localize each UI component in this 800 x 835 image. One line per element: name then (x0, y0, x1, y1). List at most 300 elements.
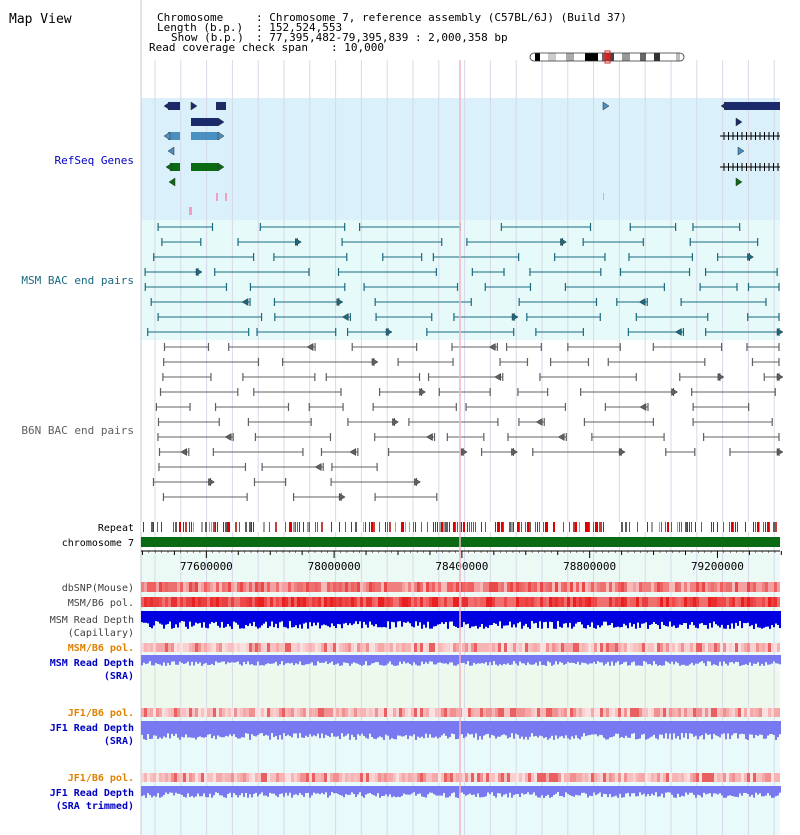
jf1-depth-trim-bar (495, 786, 497, 798)
dbsnp-cell (573, 582, 576, 592)
repeat-element (547, 522, 548, 532)
msm-pol-sra-cell (687, 643, 690, 652)
jf1-depth-trim-bar (569, 786, 571, 795)
dbsnp-cell (585, 582, 588, 592)
jf1-depth-sra-bar (211, 721, 213, 738)
jf1-depth-trim-bar (357, 786, 359, 794)
repeat-element (687, 522, 688, 532)
jf1-depth-trim-bar (537, 786, 539, 797)
jf1-depth-trim-bar (575, 786, 577, 795)
jf1-depth-sra-bar (487, 721, 489, 734)
dbsnp-cell (222, 582, 225, 592)
jf1-depth-sra-bar (693, 721, 695, 737)
jf1-depth-sra-bar (367, 721, 369, 739)
jf1-depth-sra-bar (339, 721, 341, 739)
jf1-depth-sra-bar (285, 721, 287, 736)
jf1-depth-trim-bar (659, 786, 661, 796)
msm-depth-sra-bar (617, 655, 619, 661)
repeat-element (365, 522, 366, 532)
msm-depth-sra-bar (399, 655, 401, 662)
jf1-pol-cell (633, 708, 636, 717)
msm-pol-cell (201, 597, 204, 607)
dbsnp-cell (561, 582, 564, 592)
jf1-pol-trim-cell (360, 773, 363, 782)
msm-depth-capillary-bar (301, 611, 303, 629)
jf1-depth-sra-bar (599, 721, 601, 735)
msm-pol-sra-cell (516, 643, 519, 652)
msm-pol-sra-cell (348, 643, 351, 652)
jf1-pol-cell (255, 708, 258, 717)
jf1-pol-cell (525, 708, 528, 717)
jf1-pol-trim-cell (150, 773, 153, 782)
msm-depth-sra-bar (637, 655, 639, 665)
jf1-depth-trim-bar (395, 786, 397, 797)
msm-pol-sra-cell (435, 643, 438, 652)
jf1-depth-sra-bar (579, 721, 581, 740)
msm-pol-sra-cell (477, 643, 480, 652)
msm-depth-sra-bar (251, 655, 253, 664)
jf1-depth-trim-bar (525, 786, 527, 794)
jf1-pol-trim-cell (495, 773, 498, 782)
msm-depth-capillary-bar (711, 611, 713, 628)
jf1-pol-cell (405, 708, 408, 717)
dbsnp-cell (234, 582, 237, 592)
dbsnp-cell (186, 582, 189, 592)
jf1-pol-cell (654, 708, 657, 717)
jf1-depth-trim-bar (545, 786, 547, 796)
jf1-depth-trim-bar (595, 786, 597, 795)
msm-depth-sra-bar (233, 655, 235, 663)
repeat-element (455, 522, 456, 532)
msm-depth-capillary-bar (667, 611, 669, 627)
msm-pol-sra-cell (525, 643, 528, 652)
jf1-depth-sra-bar (501, 721, 503, 735)
msm-depth-sra-bar (643, 655, 645, 661)
dbsnp-cell (633, 582, 636, 592)
msm-depth-capillary-bar (523, 611, 525, 626)
jf1-pol-trim-cell (609, 773, 612, 782)
jf1-depth-trim-bar (207, 786, 209, 797)
msm-pol-sra-cell (666, 643, 669, 652)
jf1-depth-sra-bar (621, 721, 623, 737)
msm-pol-cell (297, 597, 300, 607)
jf1-depth-trim-bar (259, 786, 261, 794)
msm-pol-cell (192, 597, 195, 607)
jf1-depth-trim-bar (399, 786, 401, 797)
msm-pol-cell (426, 597, 429, 607)
jf1-depth-sra-bar (423, 721, 425, 738)
jf1-pol-cell (456, 708, 459, 717)
dbsnp-cell (204, 582, 207, 592)
jf1-depth-trim-bar (277, 786, 279, 797)
jf1-depth-sra-bar (209, 721, 211, 734)
jf1-pol-trim-cell (672, 773, 675, 782)
msm-pol-sra-cell (735, 643, 738, 652)
msm-depth-sra-bar (353, 655, 355, 662)
msm-pol-cell (228, 597, 231, 607)
repeat-element (589, 522, 590, 532)
jf1-depth-trim-bar (501, 786, 503, 797)
jf1-depth-sra-bar (359, 721, 361, 736)
msm-depth-sra-bar (771, 655, 773, 664)
jf1-pol-cell (309, 708, 312, 717)
msm-depth-sra-bar (161, 655, 163, 666)
jf1-pol-cell (300, 708, 303, 717)
msm-pol-cell (585, 597, 588, 607)
msm-depth-sra-bar (175, 655, 177, 665)
repeat-element (285, 522, 286, 532)
jf1-depth-trim-bar (141, 786, 143, 796)
jf1-pol-cell (198, 708, 201, 717)
jf1-depth-sra-bar (335, 721, 337, 737)
jf1-pol-trim-cell (222, 773, 225, 782)
msm-depth-capillary-bar (603, 611, 605, 622)
dbsnp-cell (660, 582, 663, 592)
msm-pol-sra-cell (681, 643, 684, 652)
msm-pol-sra-cell (249, 643, 252, 652)
ideogram-band (654, 53, 660, 61)
jf1-pol-trim-cell (144, 773, 147, 782)
msm-depth-sra-bar (341, 655, 343, 665)
jf1-pol-cell (210, 708, 213, 717)
msm-depth-sra-bar (707, 655, 709, 661)
msm-pol-cell (249, 597, 252, 607)
msm-depth-capillary-bar (375, 611, 377, 624)
jf1-depth-sra-bar (435, 721, 437, 737)
jf1-pol-trim-cell (282, 773, 285, 782)
msm-depth-sra-bar (347, 655, 349, 663)
jf1-depth-trim-bar (341, 786, 343, 796)
msm-pol-sra-cell (645, 643, 648, 652)
msm-depth-sra-bar (303, 655, 305, 665)
msm-depth-sra-bar (517, 655, 519, 666)
jf1-depth-sra-bar (777, 721, 779, 737)
msm-depth-capillary-bar (563, 611, 565, 624)
jf1-depth-sra-bar (759, 721, 761, 735)
msm-pol-cell (381, 597, 384, 607)
chromosome-ideogram[interactable] (530, 51, 684, 63)
msm-pol-sra-cell (432, 643, 435, 652)
jf1-pol-cell (327, 708, 330, 717)
msm-depth-sra-bar (357, 655, 359, 664)
jf1-depth-trim-bar (239, 786, 241, 795)
jf1-depth-trim-bar (739, 786, 741, 793)
msm-depth-capillary-bar (507, 611, 509, 625)
jf1-pol-trim-cell (348, 773, 351, 782)
jf1-depth-trim-bar (483, 786, 485, 797)
msm-depth-capillary-bar (293, 611, 295, 627)
msm-depth-capillary-bar (643, 611, 645, 623)
repeat-element (769, 522, 770, 532)
msm-depth-capillary-bar (363, 611, 365, 622)
msm-depth-capillary-bar (409, 611, 411, 623)
msm-pol-cell (336, 597, 339, 607)
jf1-depth-sra-bar (265, 721, 267, 735)
ideogram-band (606, 53, 610, 61)
msm-depth-sra-bar (569, 655, 571, 663)
msm-depth-sra-bar (725, 655, 727, 664)
msm-depth-capillary-bar (297, 611, 299, 628)
msm-pol-cell (522, 597, 525, 607)
repeat-element (513, 522, 514, 532)
msm-depth-capillary-bar (689, 611, 691, 625)
msm-pol-cell (705, 597, 708, 607)
jf1-depth-sra-bar (755, 721, 757, 735)
repeat-element (471, 522, 472, 532)
msm-pol-sra-cell (768, 643, 771, 652)
msm-depth-capillary-bar (755, 611, 757, 624)
jf1-pol-cell (564, 708, 567, 717)
repeat-element (299, 522, 300, 532)
msm-depth-capillary-bar (159, 611, 161, 624)
jf1-depth-sra-bar (469, 721, 471, 734)
msm-pol-cell (504, 597, 507, 607)
repeat-element (409, 522, 410, 532)
msm-depth-sra-bar (767, 655, 769, 665)
msm-depth-capillary-bar (547, 611, 549, 628)
repeat-element (625, 522, 627, 532)
msm-depth-capillary-bar (391, 611, 393, 622)
msm-pol-cell (519, 597, 522, 607)
ideogram-band (548, 53, 556, 61)
jf1-depth-trim-bar (699, 786, 701, 795)
msm-pol-sra-cell (606, 643, 609, 652)
dbsnp-cell (342, 582, 345, 592)
jf1-pol-trim-cell (594, 773, 597, 782)
msm-depth-sra-bar (157, 655, 159, 664)
msm-pol-cell (507, 597, 510, 607)
jf1-depth-sra-bar (149, 721, 151, 739)
msm-depth-sra-bar (757, 655, 759, 662)
msm-pol-cell (357, 597, 360, 607)
msm-pol-cell (483, 597, 486, 607)
repeat-element (387, 522, 388, 532)
jf1-depth-sra-bar (655, 721, 657, 738)
jf1-pol-trim-cell (564, 773, 567, 782)
msm-pol-sra-cell (534, 643, 537, 652)
dbsnp-cell (543, 582, 546, 592)
jf1-pol-trim-cell (405, 773, 408, 782)
msm-pol-sra-cell (168, 643, 171, 652)
jf1-depth-trim-bar (741, 786, 743, 796)
jf1-depth-trim-bar (165, 786, 167, 793)
msm-depth-sra-bar (465, 655, 467, 664)
msm-pol-cell (735, 597, 738, 607)
jf1-pol-cell (306, 708, 309, 717)
dbsnp-cell (162, 582, 165, 592)
jf1-depth-sra-bar (325, 721, 327, 735)
repeat-element (205, 522, 207, 532)
msm-depth-sra-bar (521, 655, 523, 663)
msm-pol-cell (177, 597, 180, 607)
jf1-depth-sra-bar (609, 721, 611, 737)
jf1-pol-cell (612, 708, 615, 717)
msm-pol-cell (174, 597, 177, 607)
msm-depth-sra-bar (555, 655, 557, 661)
jf1-pol-trim-cell (627, 773, 630, 782)
dbsnp-cell (489, 582, 492, 592)
msm-pol-sra-cell (333, 643, 336, 652)
msm-pol-sra-cell (447, 643, 450, 652)
jf1-pol-trim-cell (504, 773, 507, 782)
jf1-depth-trim-bar (655, 786, 657, 792)
msm-depth-capillary-bar (181, 611, 183, 621)
msm-depth-sra-bar (247, 655, 249, 661)
msm-depth-capillary-bar (517, 611, 519, 623)
jf1-depth-sra-bar (557, 721, 559, 739)
msm-depth-sra-bar (545, 655, 547, 666)
msm-depth-sra-bar (485, 655, 487, 662)
jf1-depth-trim-bar (375, 786, 377, 796)
jf1-depth-trim-bar (493, 786, 495, 796)
repeat-element (369, 522, 370, 532)
msm-depth-capillary-bar (387, 611, 389, 621)
repeat-element (593, 522, 594, 532)
msm-pol-sra-cell (747, 643, 750, 652)
jf1-pol-trim-cell (324, 773, 327, 782)
jf1-pol-cell (576, 708, 579, 717)
jf1-pol-cell (534, 708, 537, 717)
repeat-element (563, 522, 564, 532)
jf1-pol-cell (624, 708, 627, 717)
ideogram-band (540, 53, 548, 61)
jf1-pol-cell (204, 708, 207, 717)
msm-depth-sra-bar (471, 655, 473, 666)
jf1-pol-cell (768, 708, 771, 717)
jf1-pol-cell (711, 708, 714, 717)
msm-pol-cell (756, 597, 759, 607)
jf1-depth-trim-bar (347, 786, 349, 795)
jf1-depth-trim-bar (577, 786, 579, 795)
jf1-depth-sra-bar (763, 721, 765, 739)
jf1-depth-trim-bar (641, 786, 643, 795)
msm-depth-capillary-bar (619, 611, 621, 627)
msm-depth-sra-bar (265, 655, 267, 664)
msm-depth-capillary-bar (493, 611, 495, 623)
jf1-depth-sra-bar (191, 721, 193, 738)
dbsnp-cell (696, 582, 699, 592)
msm-pol-cell (738, 597, 741, 607)
repeat-element (695, 522, 696, 532)
jf1-pol-trim-cell (219, 773, 222, 782)
axis-tick-label: 78800000 (563, 560, 617, 573)
jf1-pol-trim-cell (579, 773, 582, 782)
jf1-depth-trim-bar (649, 786, 651, 796)
msm-pol-cell (429, 597, 432, 607)
msm-depth-capillary-bar (503, 611, 505, 626)
dbsnp-cell (315, 582, 318, 592)
jf1-pol-cell (294, 708, 297, 717)
jf1-depth-trim-bar (363, 786, 365, 798)
jf1-depth-trim-bar (609, 786, 611, 794)
jf1-depth-sra-bar (517, 721, 519, 735)
jf1-depth-sra-label-2: (SRA) (103, 736, 134, 747)
msm-pol-cell (525, 597, 528, 607)
msm-pol-sra-cell (468, 643, 471, 652)
jf1-depth-sra-bar (287, 721, 289, 735)
dbsnp-cell (189, 582, 192, 592)
dbsnp-cell (720, 582, 723, 592)
dbsnp-cell (555, 582, 558, 592)
msm-pol-sra-cell (357, 643, 360, 652)
msm-depth-sra-bar (629, 655, 631, 665)
jf1-pol-trim-cell (156, 773, 159, 782)
jf1-depth-trim-bar (325, 786, 327, 792)
msm-depth-capillary-bar (355, 611, 357, 621)
jf1-depth-trim-bar (719, 786, 721, 793)
dbsnp-cell (516, 582, 519, 592)
jf1-pol-cell (483, 708, 486, 717)
msm-depth-capillary-bar (225, 611, 227, 627)
msm-depth-sra-bar (409, 655, 411, 664)
msm-pol-sra-cell (708, 643, 711, 652)
msm-pol-sra-cell (729, 643, 732, 652)
msm-depth-capillary-bar (713, 611, 715, 622)
msm-depth-sra-bar (397, 655, 399, 665)
repeat-element (481, 522, 482, 532)
msm-bac-label: MSM BAC end pairs (21, 274, 134, 287)
dbsnp-cell (756, 582, 759, 592)
msm-pol-sra-cell (564, 643, 567, 652)
jf1-depth-trim-bar (469, 786, 471, 794)
jf1-pol-cell (666, 708, 669, 717)
msm-depth-capillary-bar (273, 611, 275, 627)
jf1-depth-sra-bar (539, 721, 541, 736)
msm-pol-cell (531, 597, 534, 607)
jf1-depth-trim-bar (579, 786, 581, 796)
jf1-depth-trim-bar (763, 786, 765, 796)
jf1-depth-trim-bar (527, 786, 529, 792)
msm-depth-sra-bar (763, 655, 765, 666)
jf1-pol-trim-cell (543, 773, 546, 782)
msm-pol-cell (732, 597, 735, 607)
jf1-depth-trim-bar (241, 786, 243, 793)
jf1-depth-sra-bar (705, 721, 707, 733)
msm-pol-sra-cell (192, 643, 195, 652)
repeat-element (421, 522, 422, 532)
msm-depth-sra-bar (591, 655, 593, 663)
jf1-depth-trim-bar (491, 786, 493, 792)
jf1-depth-sra-bar (611, 721, 613, 737)
msm-pol-cell (438, 597, 441, 607)
msm-depth-capillary-bar (403, 611, 405, 622)
jf1-pol-trim-cell (195, 773, 198, 782)
jf1-depth-sra-bar (585, 721, 587, 736)
jf1-depth-sra-bar (157, 721, 159, 739)
jf1-depth-sra-bar (467, 721, 469, 733)
msm-pol-cell (423, 597, 426, 607)
msm-depth-capillary-bar (373, 611, 375, 626)
msm-pol-cell (360, 597, 363, 607)
jf1-depth-sra-bar (631, 721, 633, 734)
msm-depth-sra-bar (193, 655, 195, 666)
msm-pol-cell (195, 597, 198, 607)
jf1-pol-cell (477, 708, 480, 717)
msm-depth-capillary-bar (415, 611, 417, 621)
jf1-depth-trim-bar (553, 786, 555, 795)
msm-depth-capillary-bar (213, 611, 215, 623)
jf1-pol-trim-cell (765, 773, 768, 782)
msm-pol-sra-cell (771, 643, 774, 652)
jf1-depth-sra-bar (721, 721, 723, 734)
jf1-depth-sra-bar (155, 721, 157, 736)
msm-depth-capillary-bar (445, 611, 447, 622)
jf1-depth-trim-bar (315, 786, 317, 794)
msm-pol-sra-cell (441, 643, 444, 652)
msm-depth-capillary-bar (467, 611, 469, 624)
dbsnp-cell (639, 582, 642, 592)
msm-pol-cell (267, 597, 270, 607)
